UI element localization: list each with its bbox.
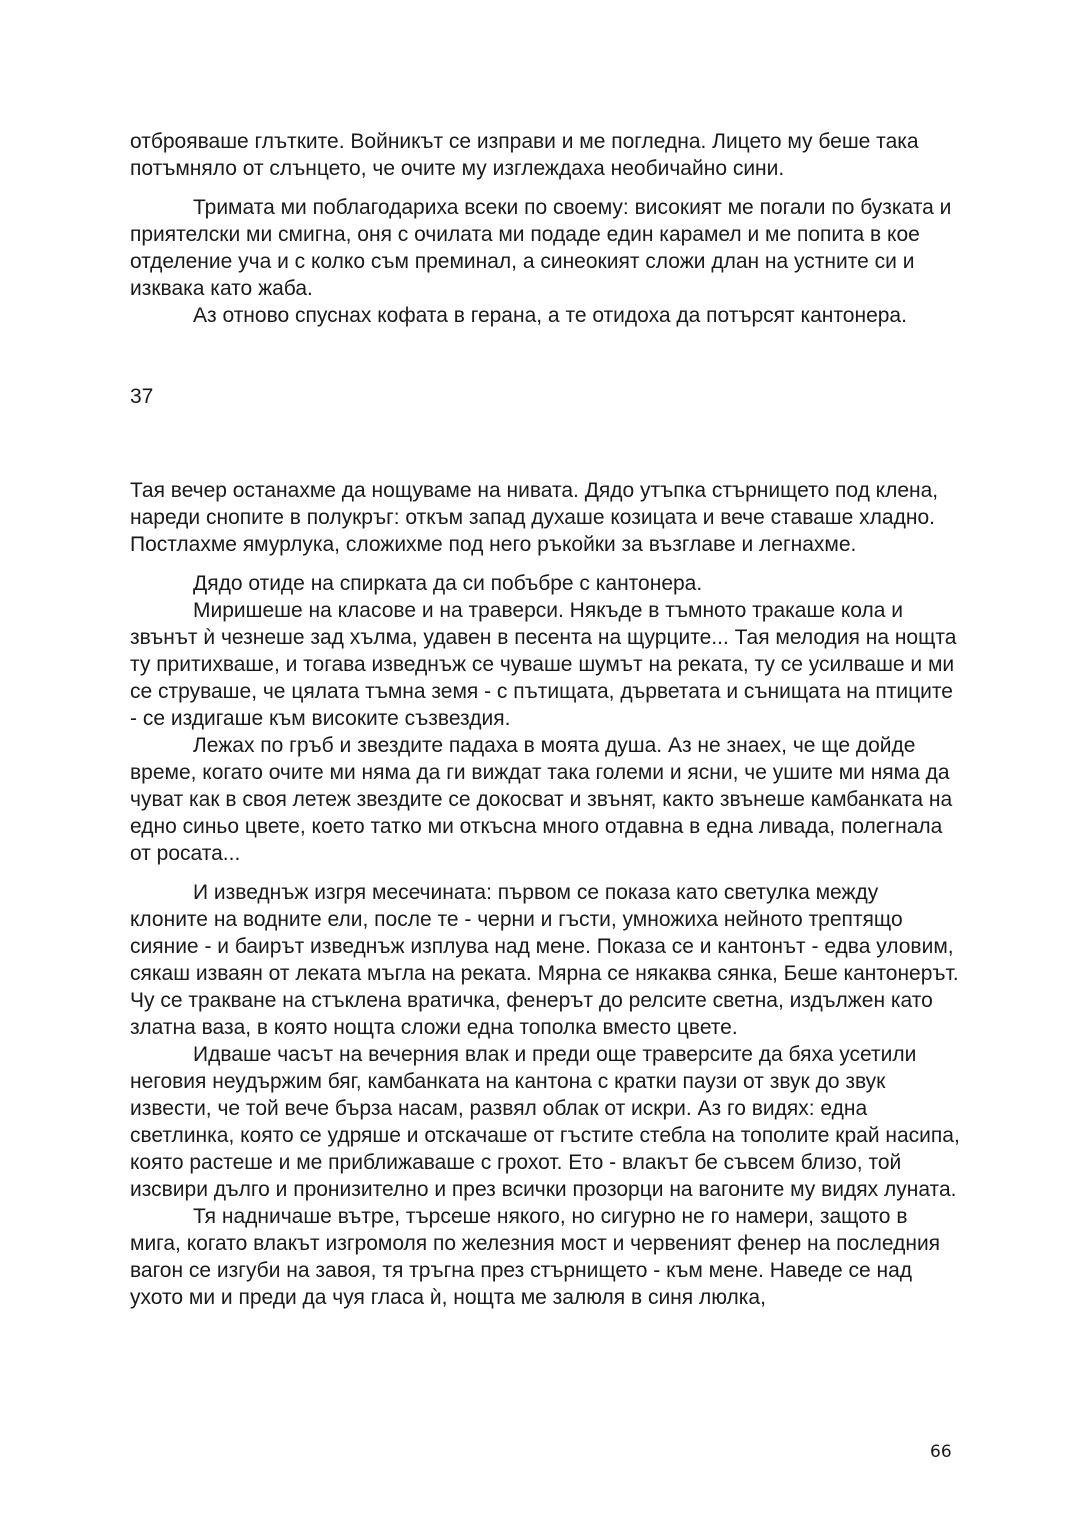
page-number: 66 xyxy=(930,1442,952,1462)
paragraph-8: И изведнъж изгря месечината: първом се показа като светулка между клоните на водните ели, после те - черни и гъсти, умножиха нейното трептящо сияние - и баирът изведнъж изплува над мене. Показа се и кантонът - едва уловим, сякаш изваян от леката мъгла на реката. Мярна се някаква сянка, Беше кантонерът. Чу се тракване на стъклена вратичка, фенерът до релсите светна, издължен като златна ваза, в която нощта сложи една тополка вместо цвете. xyxy=(130,881,959,1039)
paragraph-3: Аз отново спуснах кофата в герана, а те отидоха да потърсят кантонера. xyxy=(193,304,907,327)
paragraph-6: Миришеше на класове и на траверси. Някъде в тъмното тракаше кола и звънът ѝ чезнеше зад хълма, удавен в песента на щурците... Тая мелодия на нощта ту притихваше, и тогава изведнъж се чуваше шумът на реката, ту се усилваше и ми се струваше, че цялата тъмна земя - с пътищата, дърветата и сънищата на птиците - се издигаше към високите съзвездия. xyxy=(130,599,957,730)
paragraph-2: Тримата ми поблагодариха всеки по своему: високият ме погали по бузката и приятелски ми смигна, оня с очилата ми подаде един карамел и ме попита в кое отделение уча и с колко съм преминал, а синеокият сложи длан на устните си и изквака като жаба. xyxy=(130,196,952,300)
page-body xyxy=(130,128,960,1311)
paragraph-9: Идваше часът на вечерния влак и преди още траверсите да бяха усетили неговия неудържим бяг, камбанката на кантона с кратки паузи от звук до звук извести, че той вече бърза насам, развял облак от искри. Аз го видях: една светлинка, която се удряше и отскачаше от гъстите стебла на тополите край насипа, която растеше и ме приближаваше с грохот. Ето - влакът бе съвсем близо, той изсвири дълго и пронизително и през всички прозорци на вагоните му видях луната. xyxy=(130,1043,960,1201)
paragraph-1: отброяваше глътките. Войникът се изправи и ме погледна. Лицето му беше така потъмняло от слънцето, че очите му изглеждаха необичайно сини. xyxy=(130,130,919,180)
chapter-number: 37 xyxy=(130,385,154,408)
paragraph-4: Тая вечер останахме да нощуваме на нивата. Дядо утъпка стърнището под клена, нареди снопите в полукръг: откъм запад духаше козицата и вече ставаше хладно. Постлахме ямурлука, сложихме под него ръкойки за възглаве и легнахме. xyxy=(130,479,939,556)
paragraph-7: Лежах по гръб и звездите падаха в моята душа. Аз не знаех, че ще дойде време, когато очите ми няма да ги виждат така големи и ясни, че ушите ми няма да чуват как в своя летеж звездите се докосват и звънят, както звънеше камбанката на едно синьо цвете, което татко ми откъсна много отдавна в една ливада, полегнала от росата... xyxy=(130,734,953,865)
paragraph-10: Тя надничаше вътре, търсеше някого, но сигурно не го намери, защото в мига, когато влакът изгромоля по железния мост и червеният фенер на последния вагон се изгуби на завоя, тя тръгна през стърнището - към мене. Наведе се над ухото ми и преди да чуя гласа ѝ, нощта ме залюля в синя люлка, xyxy=(130,1205,941,1309)
paragraph-5: Дядо отиде на спирката да си побъбре с кантонера. xyxy=(193,572,703,595)
